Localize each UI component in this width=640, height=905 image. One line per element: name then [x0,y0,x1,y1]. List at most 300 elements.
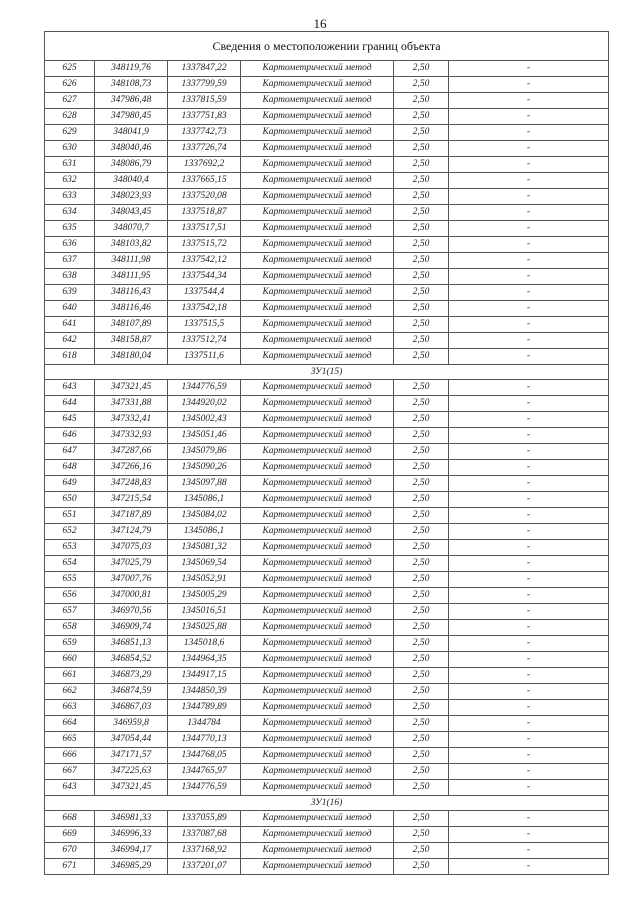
description-cell: - [449,380,609,396]
accuracy-cell: 2,50 [394,476,449,492]
coord-y: 1344770,13 [168,732,241,748]
description-cell: - [449,189,609,205]
point-number: 626 [45,77,95,93]
table-row [45,412,609,428]
coord-y: 1337055,89 [168,811,241,827]
description-cell: - [449,780,609,796]
table-row [45,620,609,636]
coord-y: 1337544,34 [168,269,241,285]
method-cell: Картометрический метод [241,827,394,843]
accuracy-cell: 2,50 [394,428,449,444]
point-number: 646 [45,428,95,444]
description-cell: - [449,317,609,333]
coord-x: 348116,43 [95,285,168,301]
point-number: 637 [45,253,95,269]
method-cell: Картометрический метод [241,412,394,428]
table-row [45,93,609,109]
accuracy-cell: 2,50 [394,189,449,205]
description-cell: - [449,636,609,652]
method-cell: Картометрический метод [241,173,394,189]
coord-y: 1345079,86 [168,444,241,460]
coord-x: 346854,52 [95,652,168,668]
table-row [45,109,609,125]
coord-y: 1337544,4 [168,285,241,301]
coord-y: 1345084,02 [168,508,241,524]
table-row [45,396,609,412]
accuracy-cell: 2,50 [394,205,449,221]
table-row [45,540,609,556]
coord-x: 348180,04 [95,349,168,365]
coord-y: 1344776,59 [168,380,241,396]
method-cell: Картометрический метод [241,349,394,365]
point-number: 633 [45,189,95,205]
description-cell: - [449,205,609,221]
description-cell: - [449,109,609,125]
table-row [45,173,609,189]
accuracy-cell: 2,50 [394,109,449,125]
point-number: 635 [45,221,95,237]
method-cell: Картометрический метод [241,396,394,412]
coord-x: 347054,44 [95,732,168,748]
table-row [45,253,609,269]
point-number: 629 [45,125,95,141]
coord-y: 1345016,51 [168,604,241,620]
accuracy-cell: 2,50 [394,396,449,412]
accuracy-cell: 2,50 [394,524,449,540]
description-cell: - [449,748,609,764]
point-number: 647 [45,444,95,460]
point-number: 669 [45,827,95,843]
method-cell: Картометрический метод [241,843,394,859]
coord-y: 1345002,43 [168,412,241,428]
description-cell: - [449,93,609,109]
table-row [45,684,609,700]
accuracy-cell: 2,50 [394,843,449,859]
coord-y: 1337168,92 [168,843,241,859]
point-number: 655 [45,572,95,588]
description-cell: - [449,125,609,141]
method-cell: Картометрический метод [241,572,394,588]
point-number: 654 [45,556,95,572]
method-cell: Картометрический метод [241,636,394,652]
coord-y: 1345018,6 [168,636,241,652]
coord-x: 348070,7 [95,221,168,237]
coord-x: 347321,45 [95,780,168,796]
accuracy-cell: 2,50 [394,380,449,396]
point-number: 663 [45,700,95,716]
method-cell: Картометрический метод [241,556,394,572]
table-title-row [45,32,609,61]
table-row [45,556,609,572]
section-header-row [45,796,609,811]
table-row [45,716,609,732]
table-row [45,827,609,843]
coord-x: 346985,29 [95,859,168,875]
table-row [45,221,609,237]
accuracy-cell: 2,50 [394,748,449,764]
coordinates-table [44,31,609,875]
description-cell: - [449,843,609,859]
method-cell: Картометрический метод [241,237,394,253]
coord-x: 346996,33 [95,827,168,843]
method-cell: Картометрический метод [241,508,394,524]
description-cell: - [449,732,609,748]
coord-y: 1345097,88 [168,476,241,492]
point-number: 632 [45,173,95,189]
point-number: 650 [45,492,95,508]
table-row [45,748,609,764]
coord-x: 347007,76 [95,572,168,588]
table-row [45,349,609,365]
table-row [45,668,609,684]
point-number: 618 [45,349,95,365]
method-cell: Картометрический метод [241,588,394,604]
table-row [45,269,609,285]
table-row [45,285,609,301]
accuracy-cell: 2,50 [394,301,449,317]
method-cell: Картометрический метод [241,61,394,77]
accuracy-cell: 2,50 [394,668,449,684]
coord-x: 348111,95 [95,269,168,285]
coord-y: 1344776,59 [168,780,241,796]
coord-x: 347025,79 [95,556,168,572]
coord-x: 347287,66 [95,444,168,460]
accuracy-cell: 2,50 [394,317,449,333]
coord-x: 346959,8 [95,716,168,732]
coord-y: 1337799,59 [168,77,241,93]
method-cell: Картометрический метод [241,189,394,205]
table-row [45,333,609,349]
method-cell: Картометрический метод [241,604,394,620]
method-cell: Картометрический метод [241,301,394,317]
accuracy-cell: 2,50 [394,827,449,843]
accuracy-cell: 2,50 [394,77,449,93]
coord-y: 1344917,15 [168,668,241,684]
table-row [45,652,609,668]
accuracy-cell: 2,50 [394,780,449,796]
coord-y: 1344964,35 [168,652,241,668]
point-number: 627 [45,93,95,109]
coord-y: 1337742,73 [168,125,241,141]
method-cell: Картометрический метод [241,748,394,764]
point-number: 642 [45,333,95,349]
method-cell: Картометрический метод [241,811,394,827]
accuracy-cell: 2,50 [394,460,449,476]
table-row [45,508,609,524]
description-cell: - [449,556,609,572]
coord-x: 347331,88 [95,396,168,412]
description-cell: - [449,668,609,684]
table-row [45,205,609,221]
table-row [45,61,609,77]
coord-y: 1345081,32 [168,540,241,556]
point-number: 625 [45,61,95,77]
point-number: 644 [45,396,95,412]
method-cell: Картометрический метод [241,460,394,476]
coord-x: 347332,41 [95,412,168,428]
point-number: 659 [45,636,95,652]
page-number: 16 [313,16,327,31]
table-row [45,301,609,317]
point-number: 668 [45,811,95,827]
point-number: 639 [45,285,95,301]
coord-y: 1337518,87 [168,205,241,221]
method-cell: Картометрический метод [241,492,394,508]
accuracy-cell: 2,50 [394,237,449,253]
point-number: 648 [45,460,95,476]
accuracy-cell: 2,50 [394,636,449,652]
point-number: 671 [45,859,95,875]
description-cell: - [449,476,609,492]
coord-y: 1337087,68 [168,827,241,843]
coord-x: 348040,46 [95,141,168,157]
description-cell: - [449,141,609,157]
accuracy-cell: 2,50 [394,412,449,428]
coord-y: 1337515,5 [168,317,241,333]
accuracy-cell: 2,50 [394,604,449,620]
accuracy-cell: 2,50 [394,253,449,269]
coord-y: 1345086,1 [168,492,241,508]
coord-y: 1337692,2 [168,157,241,173]
table-row [45,460,609,476]
coord-x: 348041,9 [95,125,168,141]
coord-y: 1337520,08 [168,189,241,205]
table-row [45,524,609,540]
accuracy-cell: 2,50 [394,508,449,524]
table-row [45,77,609,93]
coord-y: 1344789,89 [168,700,241,716]
coord-x: 348086,79 [95,157,168,173]
description-cell: - [449,61,609,77]
point-number: 628 [45,109,95,125]
coord-x: 348040,4 [95,173,168,189]
coord-y: 1337511,6 [168,349,241,365]
description-cell: - [449,652,609,668]
method-cell: Картометрический метод [241,764,394,780]
table-row [45,189,609,205]
method-cell: Картометрический метод [241,652,394,668]
coord-y: 1337542,12 [168,253,241,269]
coord-x: 347986,48 [95,93,168,109]
accuracy-cell: 2,50 [394,61,449,77]
point-number: 662 [45,684,95,700]
point-number: 653 [45,540,95,556]
accuracy-cell: 2,50 [394,684,449,700]
description-cell: - [449,716,609,732]
coord-y: 1344784 [168,716,241,732]
coord-y: 1337201,07 [168,859,241,875]
coord-x: 348023,93 [95,189,168,205]
description-cell: - [449,827,609,843]
point-number: 651 [45,508,95,524]
coord-x: 346851,13 [95,636,168,652]
table-row [45,636,609,652]
coord-x: 347980,45 [95,109,168,125]
coord-x: 346874,59 [95,684,168,700]
coord-x: 346867,03 [95,700,168,716]
table-row [45,317,609,333]
point-number: 656 [45,588,95,604]
description-cell: - [449,412,609,428]
table-row [45,811,609,827]
description-cell: - [449,285,609,301]
coord-x: 347266,16 [95,460,168,476]
coord-x: 347321,45 [95,380,168,396]
table-row [45,237,609,253]
method-cell: Картометрический метод [241,428,394,444]
point-number: 670 [45,843,95,859]
accuracy-cell: 2,50 [394,540,449,556]
accuracy-cell: 2,50 [394,333,449,349]
description-cell: - [449,492,609,508]
method-cell: Картометрический метод [241,716,394,732]
point-number: 657 [45,604,95,620]
description-cell: - [449,253,609,269]
description-cell: - [449,540,609,556]
description-cell: - [449,349,609,365]
coord-x: 346981,33 [95,811,168,827]
method-cell: Картометрический метод [241,732,394,748]
description-cell: - [449,269,609,285]
accuracy-cell: 2,50 [394,859,449,875]
method-cell: Картометрический метод [241,253,394,269]
method-cell: Картометрический метод [241,780,394,796]
method-cell: Картометрический метод [241,620,394,636]
method-cell: Картометрический метод [241,700,394,716]
accuracy-cell: 2,50 [394,716,449,732]
method-cell: Картометрический метод [241,205,394,221]
accuracy-cell: 2,50 [394,700,449,716]
coord-x: 348107,89 [95,317,168,333]
description-cell: - [449,460,609,476]
point-number: 636 [45,237,95,253]
coord-y: 1337815,59 [168,93,241,109]
table-row [45,588,609,604]
method-cell: Картометрический метод [241,221,394,237]
method-cell: Картометрический метод [241,684,394,700]
table-row [45,428,609,444]
accuracy-cell: 2,50 [394,221,449,237]
description-cell: - [449,333,609,349]
coord-x: 347332,93 [95,428,168,444]
accuracy-cell: 2,50 [394,157,449,173]
point-number: 660 [45,652,95,668]
coord-y: 1345005,29 [168,588,241,604]
accuracy-cell: 2,50 [394,556,449,572]
coord-x: 347171,57 [95,748,168,764]
point-number: 640 [45,301,95,317]
point-number: 652 [45,524,95,540]
coord-y: 1337726,74 [168,141,241,157]
description-cell: - [449,157,609,173]
accuracy-cell: 2,50 [394,652,449,668]
table-row [45,572,609,588]
coord-x: 346909,74 [95,620,168,636]
description-cell: - [449,221,609,237]
coord-y: 1337517,51 [168,221,241,237]
coord-x: 347000,81 [95,588,168,604]
point-number: 643 [45,780,95,796]
point-number: 630 [45,141,95,157]
table-row [45,157,609,173]
method-cell: Картометрический метод [241,859,394,875]
description-cell: - [449,237,609,253]
coord-x: 348108,73 [95,77,168,93]
method-cell: Картометрический метод [241,157,394,173]
coord-x: 347124,79 [95,524,168,540]
point-number: 645 [45,412,95,428]
table-title: Сведения о местоположении границ объекта [45,32,609,61]
section-header-row [45,365,609,380]
coord-y: 1344765,97 [168,764,241,780]
accuracy-cell: 2,50 [394,93,449,109]
point-number: 664 [45,716,95,732]
method-cell: Картометрический метод [241,333,394,349]
coord-x: 347187,89 [95,508,168,524]
description-cell: - [449,588,609,604]
method-cell: Картометрический метод [241,476,394,492]
coord-x: 348119,76 [95,61,168,77]
coord-x: 346994,17 [95,843,168,859]
point-number: 631 [45,157,95,173]
coord-x: 348116,46 [95,301,168,317]
description-cell: - [449,572,609,588]
description-cell: - [449,508,609,524]
coord-x: 348158,87 [95,333,168,349]
coord-x: 347225,63 [95,764,168,780]
description-cell: - [449,524,609,540]
table-row [45,604,609,620]
table-row [45,764,609,780]
coord-y: 1337751,83 [168,109,241,125]
point-number: 666 [45,748,95,764]
table-row [45,141,609,157]
accuracy-cell: 2,50 [394,125,449,141]
description-cell: - [449,173,609,189]
coord-x: 348043,45 [95,205,168,221]
table-row [45,380,609,396]
accuracy-cell: 2,50 [394,492,449,508]
method-cell: Картометрический метод [241,269,394,285]
accuracy-cell: 2,50 [394,732,449,748]
method-cell: Картометрический метод [241,524,394,540]
accuracy-cell: 2,50 [394,269,449,285]
method-cell: Картометрический метод [241,380,394,396]
description-cell: - [449,428,609,444]
description-cell: - [449,700,609,716]
table-row [45,843,609,859]
description-cell: - [449,620,609,636]
coord-y: 1345025,88 [168,620,241,636]
point-number: 667 [45,764,95,780]
coord-x: 348111,98 [95,253,168,269]
coord-y: 1337512,74 [168,333,241,349]
coord-y: 1345090,26 [168,460,241,476]
description-cell: - [449,859,609,875]
accuracy-cell: 2,50 [394,173,449,189]
coord-x: 347075,03 [95,540,168,556]
description-cell: - [449,301,609,317]
coord-x: 347248,83 [95,476,168,492]
description-cell: - [449,77,609,93]
description-cell: - [449,684,609,700]
point-number: 641 [45,317,95,333]
point-number: 658 [45,620,95,636]
coord-y: 1344768,05 [168,748,241,764]
method-cell: Картометрический метод [241,93,394,109]
description-cell: - [449,396,609,412]
table-row [45,476,609,492]
